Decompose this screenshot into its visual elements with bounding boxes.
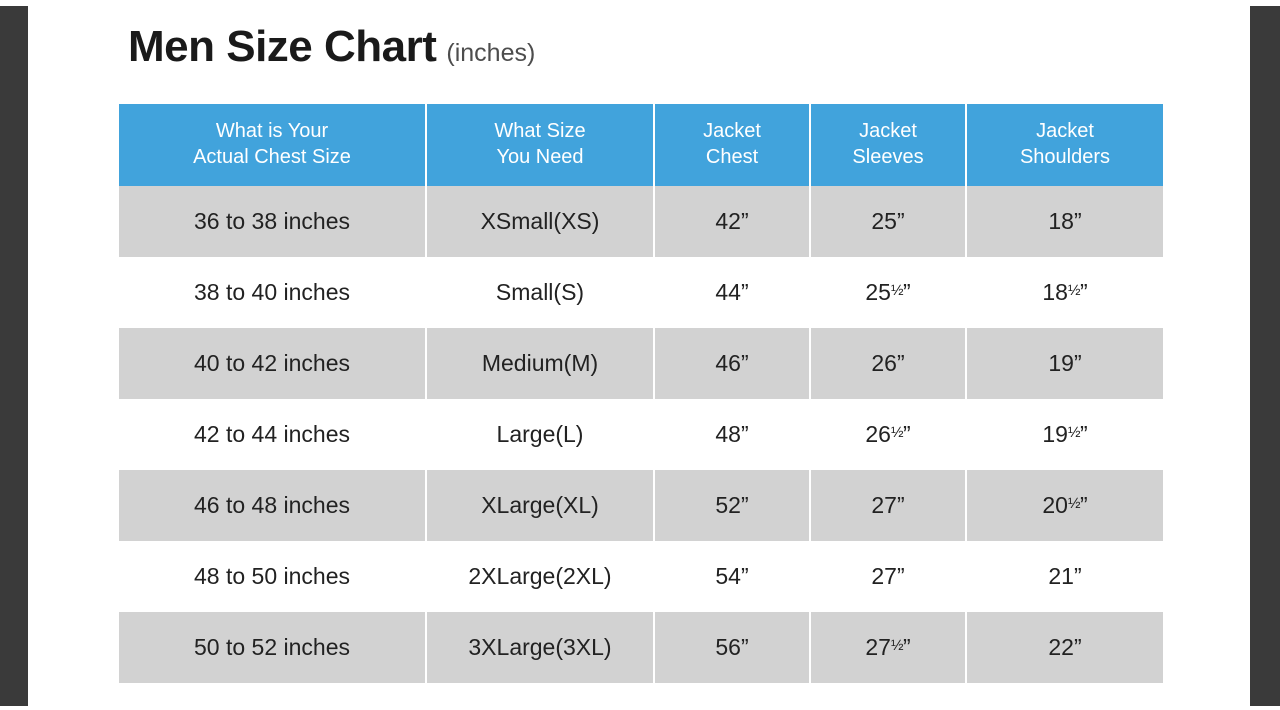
left-gutter xyxy=(0,0,28,710)
cell-jacket-sleeves: $25^{\frac{1}{2}}$” xyxy=(811,257,967,328)
cell-jacket-chest: 48” xyxy=(655,399,811,470)
cell-jacket-chest: 46” xyxy=(655,328,811,399)
cell-size: XSmall(XS) xyxy=(427,186,655,257)
cell-jacket-shoulders: 18” xyxy=(967,186,1163,257)
cell-jacket-sleeves: 25” xyxy=(811,186,967,257)
table-row xyxy=(119,399,1163,470)
column-header-line2: You Need xyxy=(496,146,584,168)
table-body xyxy=(119,186,1163,683)
column-header-jacket-shoulders xyxy=(967,104,1163,186)
cell-chest-range: 36 to 38 inches xyxy=(119,186,427,257)
cell-size: Medium(M) xyxy=(427,328,655,399)
table-row xyxy=(119,186,1163,257)
cell-chest-range: 38 to 40 inches xyxy=(119,257,427,328)
column-header-actual-chest-size xyxy=(119,104,427,186)
column-header-line2: Sleeves xyxy=(852,146,924,168)
cell-size: 2XLarge(2XL) xyxy=(427,541,655,612)
cell-jacket-chest: 44” xyxy=(655,257,811,328)
table-row xyxy=(119,612,1163,683)
cell-jacket-shoulders: 21” xyxy=(967,541,1163,612)
column-header-size-you-need xyxy=(427,104,655,186)
cell-chest-range: 48 to 50 inches xyxy=(119,541,427,612)
cell-jacket-shoulders: 22” xyxy=(967,612,1163,683)
size-chart-table xyxy=(119,104,1163,683)
table-header-row xyxy=(119,104,1163,186)
cell-jacket-shoulders: $19^{\frac{1}{2}}$” xyxy=(967,399,1163,470)
table-row xyxy=(119,328,1163,399)
cell-jacket-shoulders: 19” xyxy=(967,328,1163,399)
column-header-line2: Shoulders xyxy=(1019,146,1111,168)
document-page xyxy=(28,0,1250,710)
cell-jacket-chest: 54” xyxy=(655,541,811,612)
cell-size: XLarge(XL) xyxy=(427,470,655,541)
cell-jacket-shoulders: $20^{\frac{1}{2}}$” xyxy=(967,470,1163,541)
column-header-line1: Jacket xyxy=(859,120,917,142)
table-row xyxy=(119,257,1163,328)
cell-jacket-sleeves: $26^{\frac{1}{2}}$” xyxy=(811,399,967,470)
cell-chest-range: 46 to 48 inches xyxy=(119,470,427,541)
column-header-line1: What Size xyxy=(494,120,586,142)
cell-jacket-shoulders: $18^{\frac{1}{2}}$” xyxy=(967,257,1163,328)
column-header-jacket-chest xyxy=(655,104,811,186)
cell-jacket-sleeves: 27” xyxy=(811,470,967,541)
cell-jacket-sleeves: 27” xyxy=(811,541,967,612)
column-header-jacket-sleeves xyxy=(811,104,967,186)
cell-size: 3XLarge(3XL) xyxy=(427,612,655,683)
cell-jacket-chest: 52” xyxy=(655,470,811,541)
column-header-line1: Jacket xyxy=(1036,120,1094,142)
cell-chest-range: 50 to 52 inches xyxy=(119,612,427,683)
column-header-line2: Actual Chest Size xyxy=(193,146,351,168)
table-row xyxy=(119,470,1163,541)
cell-chest-range: 42 to 44 inches xyxy=(119,399,427,470)
column-header-line1: What is Your xyxy=(215,120,329,142)
cell-jacket-sleeves: $27^{\frac{1}{2}}$” xyxy=(811,612,967,683)
page-title xyxy=(128,22,535,72)
cell-size: Large(L) xyxy=(427,399,655,470)
page-title-units: (inches) xyxy=(446,39,536,67)
table-header xyxy=(119,104,1163,186)
cell-jacket-chest: 56” xyxy=(655,612,811,683)
right-gutter xyxy=(1250,0,1280,710)
cell-chest-range: 40 to 42 inches xyxy=(119,328,427,399)
cell-jacket-chest: 42” xyxy=(655,186,811,257)
table-row xyxy=(119,541,1163,612)
cell-size: Small(S) xyxy=(427,257,655,328)
column-header-line2: Chest xyxy=(705,146,759,168)
column-header-line1: Jacket xyxy=(703,120,761,142)
cell-jacket-sleeves: 26” xyxy=(811,328,967,399)
page-title-main: Men Size Chart xyxy=(128,22,437,71)
